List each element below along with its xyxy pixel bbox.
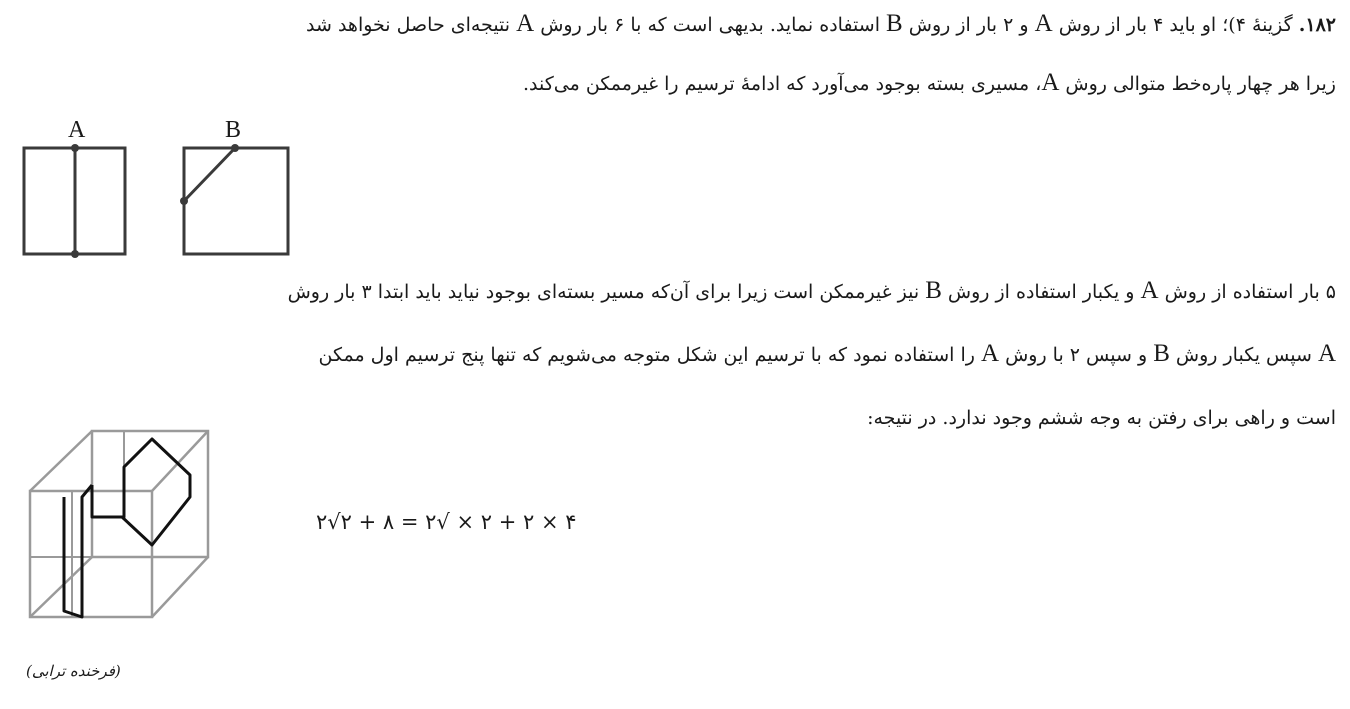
solution-line-1: ۱۸۲. گزینهٔ ۴)؛ او باید ۴ بار از روش A و ۲ بار از روش B استفاده نماید. بدیهی است که با ۶ بار روش A نتیجه‌ای حاصل نخواهد شد: [306, 10, 1336, 37]
method-b-diagram: [180, 118, 292, 258]
solution-line-2: زیرا هر چهار پاره‌خط متوالی روش A، مسیری بسته بوجود می‌آورد که ادامهٔ ترسیم را غیرممکن می‌کند.: [522, 69, 1336, 96]
result-formula: ۴ × ۲ + ۲ × √۲ = ۸ + ۲√۲: [316, 510, 577, 534]
cube-path-figure: [22, 425, 222, 625]
method-a-diagram: [22, 118, 128, 258]
solution-line-4: A سپس یکبار روش B و سپس ۲ با روش A را استفاده نمود که با ترسیم این شکل متوجه می‌شویم که تنها پنج ترسیم اول ممکن: [318, 340, 1336, 367]
method-b-figure: [180, 118, 292, 258]
solution-line-3: ۵ بار استفاده از روش A و یکبار استفاده از روش B نیز غیرممکن است زیرا برای آن‌که مسیر بسته‌ای بوجود نیاید باید ابتدا ۳ بار روش: [287, 277, 1336, 304]
method-b-label: B: [225, 117, 242, 143]
method-a-label: A: [68, 117, 86, 143]
method-a-figure: [22, 118, 128, 258]
author-credit: (فرخنده ترابی): [26, 662, 121, 680]
solution-line-5: است و راهی برای رفتن به وجه ششم وجود ندارد. در نتیجه:: [867, 407, 1336, 429]
question-number: ۱۸۲.: [1298, 14, 1336, 36]
